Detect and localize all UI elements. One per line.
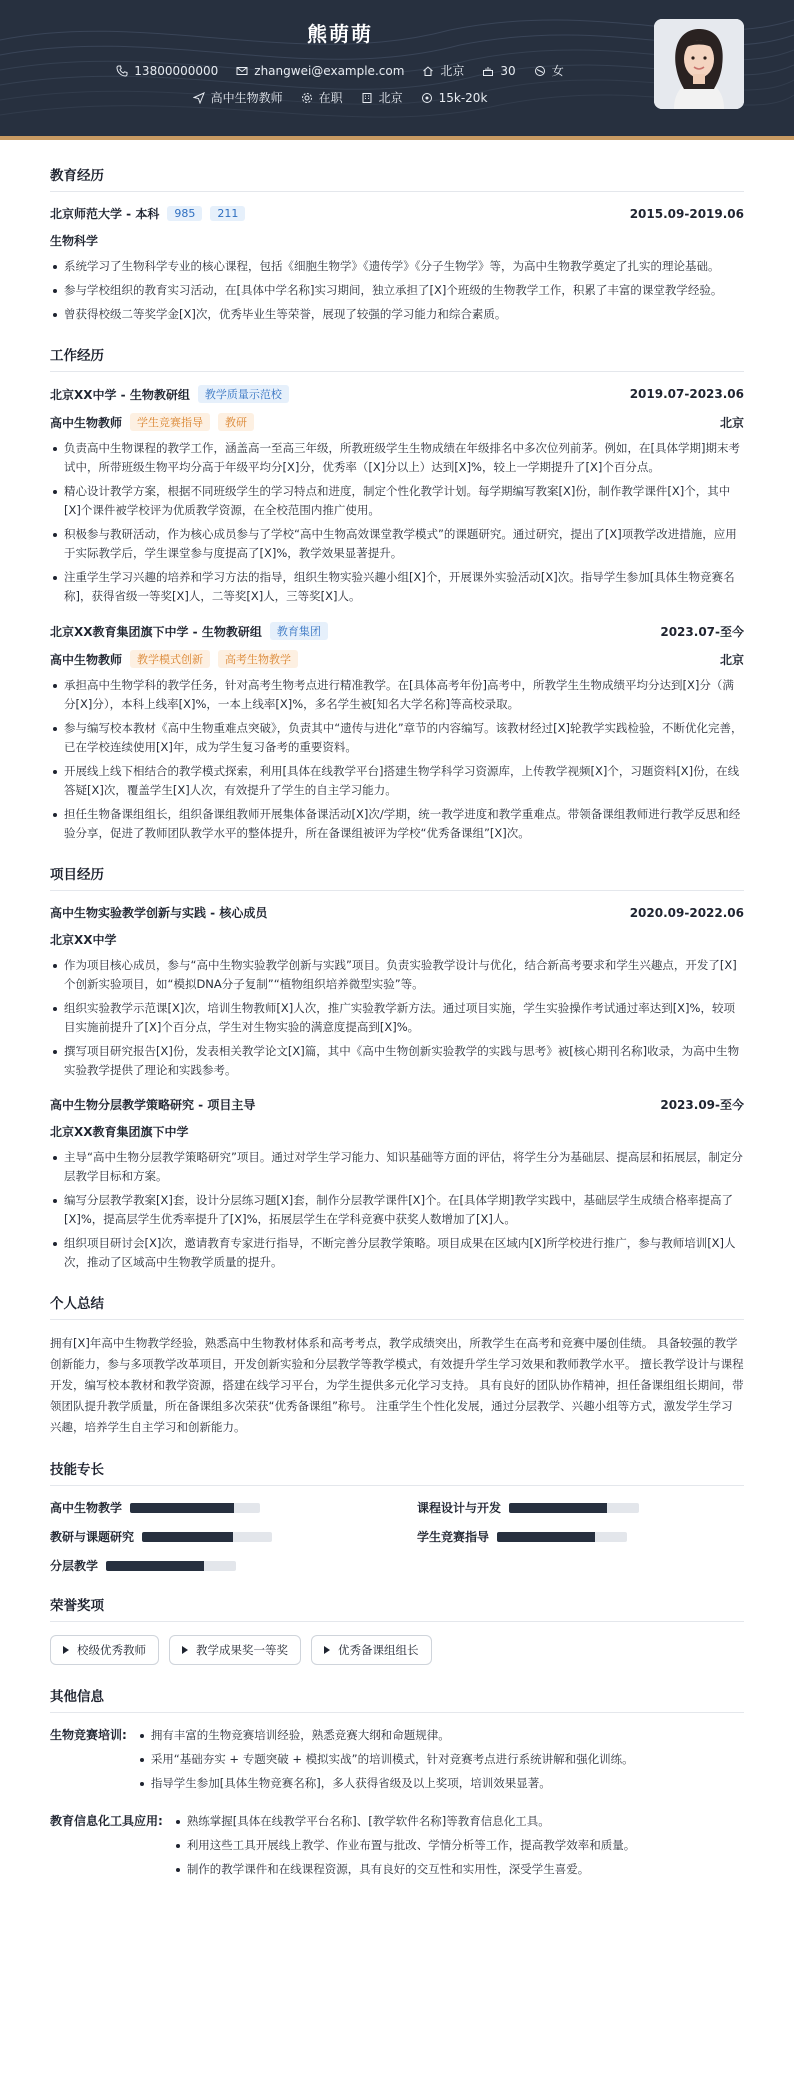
work-title: 工作经历 bbox=[50, 344, 744, 372]
school-tag: 985 bbox=[167, 206, 202, 221]
skill-name: 教研与课题研究 bbox=[50, 1530, 135, 1544]
project-date: 2023.09-至今 bbox=[660, 1098, 744, 1112]
skill-bar-fill bbox=[130, 1503, 234, 1513]
project-org-row bbox=[50, 1123, 744, 1140]
role-tag: 教研 bbox=[218, 413, 254, 431]
work-org: 北京XX教育集团旗下中学 - 生物教研组 bbox=[50, 624, 262, 639]
role-tag: 学生竞赛指导 bbox=[130, 413, 210, 431]
project-head bbox=[50, 904, 744, 921]
avatar-portrait bbox=[654, 19, 744, 109]
resume-content bbox=[0, 164, 794, 1884]
project-bullets bbox=[50, 1148, 744, 1272]
target-icon bbox=[421, 92, 433, 104]
role-tag: 高考生物教学 bbox=[218, 650, 298, 668]
phone-icon bbox=[116, 65, 128, 77]
education-bullets bbox=[50, 257, 744, 324]
skill-item bbox=[50, 1528, 377, 1545]
education-major-row bbox=[50, 232, 744, 249]
gender-text: 女 bbox=[551, 64, 564, 78]
skill-bar bbox=[509, 1503, 639, 1513]
work-role-row bbox=[50, 650, 744, 668]
list-item: 开展线上线下相结合的教学模式探索，利用[具体在线教学平台]搭建生物学科学习资源库，上传教学视频[X]个，习题资料[X]份，在线答疑[X]次，覆盖学生[X]人次，有效提升了学生的自主学习能力。 bbox=[50, 762, 744, 800]
email-item bbox=[236, 62, 404, 79]
work-location: 北京 bbox=[719, 415, 744, 430]
list-item: 曾获得校级二等奖学金[X]次，优秀毕业生等荣誉，展现了较强的学习能力和综合素质。 bbox=[50, 305, 744, 324]
job-text: 高中生物教师 bbox=[210, 91, 283, 105]
home-icon bbox=[422, 65, 434, 77]
skill-item bbox=[417, 1499, 744, 1516]
list-item: 指导学生参加[具体生物竞赛名称]，多人获得省级及以上奖项，培训效果显著。 bbox=[137, 1774, 744, 1793]
award-label: 教学成果奖一等奖 bbox=[196, 1643, 288, 1657]
work-role: 高中生物教师 bbox=[50, 652, 123, 667]
skill-bar bbox=[142, 1532, 272, 1542]
project-head bbox=[50, 1096, 744, 1113]
work-bullets bbox=[50, 439, 744, 606]
gear-icon bbox=[301, 92, 313, 104]
work-date: 2023.07-至今 bbox=[660, 624, 744, 639]
project-entry bbox=[50, 904, 744, 1080]
major-name: 生物科学 bbox=[50, 234, 99, 248]
school-name: 北京师范大学 - 本科 bbox=[50, 207, 160, 221]
skill-name: 分层教学 bbox=[50, 1559, 99, 1573]
awards-section bbox=[50, 1594, 744, 1665]
school-tag: 211 bbox=[210, 206, 245, 221]
list-item: 组织项目研讨会[X]次，邀请教育专家进行指导，不断完善分层教学策略。项目成果在区域内[X]所学校进行推广，参与教师培训[X]人次，推动了区域高中生物教学质量的提升。 bbox=[50, 1234, 744, 1272]
contact-row bbox=[0, 62, 680, 79]
play-icon bbox=[182, 1646, 188, 1654]
list-item: 担任生物备课组组长，组织备课组教师开展集体备课活动[X]次/学期，统一教学进度和教学重难点。带领备课组教师进行教学反思和经验分享，促进了教师团队教学水平的整体提升，所在备课组被评为学校“优秀备课组”[X]次。 bbox=[50, 805, 744, 843]
location-text: 北京 bbox=[440, 64, 465, 78]
list-item: 制作的教学课件和在线课程资源，具有良好的交互性和实用性，深受学生喜爱。 bbox=[173, 1860, 744, 1879]
list-item: 熟练掌握[具体在线教学平台名称]、[教学软件名称]等教育信息化工具。 bbox=[173, 1812, 744, 1831]
education-title: 教育经历 bbox=[50, 164, 744, 192]
salary-text: 15k-20k bbox=[438, 90, 488, 105]
other-label: 生物竞赛培训: bbox=[50, 1728, 127, 1742]
skills-title: 技能专长 bbox=[50, 1458, 744, 1486]
play-icon bbox=[324, 1646, 330, 1654]
award-badge bbox=[311, 1635, 432, 1665]
list-item: 编写分层教学教案[X]套，设计分层练习题[X]套，制作分层教学课件[X]个。在[具体学期]教学实践中，基础层学生成绩合格率提高了[X]%，提高层学生优秀率提升了[X]%，拓展层学生在学科竞赛中获奖人数增加了[X]人。 bbox=[50, 1191, 744, 1229]
list-item: 精心设计教学方案，根据不同班级学生的学习特点和进度，制定个性化教学计划。每学期编写教案[X]份，制作教学课件[X]个，其中[X]个课件被学校评为优质教学资源，在全校范围内推广使用。 bbox=[50, 482, 744, 520]
work-head bbox=[50, 622, 744, 640]
education-section bbox=[50, 164, 744, 324]
skill-bar bbox=[106, 1561, 236, 1571]
project-bullets bbox=[50, 956, 744, 1080]
project-org: 北京XX教育集团旗下中学 bbox=[50, 1125, 189, 1139]
skill-name: 学生竞赛指导 bbox=[417, 1530, 490, 1544]
work-head bbox=[50, 385, 744, 403]
gender-icon bbox=[534, 65, 546, 77]
list-item: 作为项目核心成员，参与“高中生物实验教学创新与实践”项目。负责实验教学设计与优化，结合新高考要求和学生兴趣点，开发了[X]个创新实验项目，如“模拟DNA分子复制”“植物组织培养微型实验”等。 bbox=[50, 956, 744, 994]
status-text: 在职 bbox=[318, 91, 343, 105]
skill-bar-fill bbox=[106, 1561, 204, 1571]
city-item bbox=[361, 89, 403, 106]
project-name: 高中生物实验教学创新与实践 - 核心成员 bbox=[50, 906, 268, 920]
mail-icon bbox=[236, 65, 248, 77]
project-org-row bbox=[50, 931, 744, 948]
education-date: 2015.09-2019.06 bbox=[629, 206, 744, 221]
cake-icon bbox=[482, 65, 494, 77]
other-section bbox=[50, 1685, 744, 1884]
age-item bbox=[482, 62, 515, 79]
other-group bbox=[50, 1812, 744, 1884]
skill-item bbox=[50, 1557, 377, 1574]
job-item bbox=[193, 89, 283, 106]
send-icon bbox=[193, 92, 205, 104]
other-bullets bbox=[137, 1726, 744, 1798]
project-entry bbox=[50, 1096, 744, 1272]
candidate-name: 熊萌萌 bbox=[307, 22, 373, 46]
award-label: 校级优秀教师 bbox=[77, 1643, 146, 1657]
city-text: 北京 bbox=[378, 91, 403, 105]
education-head bbox=[50, 205, 744, 222]
phone-text: 13800000000 bbox=[134, 63, 219, 78]
work-org-tag: 教学质量示范校 bbox=[198, 385, 289, 403]
list-item: 采用“基础夯实 + 专题突破 + 模拟实战”的培训模式，针对竞赛考点进行系统讲解和强化训练。 bbox=[137, 1750, 744, 1769]
role-tag: 教学模式创新 bbox=[130, 650, 210, 668]
list-item: 负责高中生物课程的教学工作，涵盖高一至高三年级，所教班级学生生物成绩在年级排名中多次位列前茅。例如，在[具体学期]期末考试中，所带班级生物平均分高于年级平均分[X]分，优秀率（[X]分以上）达到[X]%，较上一学期提升了[X]个百分点。 bbox=[50, 439, 744, 477]
salary-item bbox=[421, 89, 488, 106]
phone-item bbox=[116, 62, 218, 79]
skill-bar bbox=[497, 1532, 627, 1542]
list-item: 组织实验教学示范课[X]次，培训生物教师[X]人次，推广实验教学新方法。通过项目实施，学生实验操作考试通过率达到[X]%，较项目实施前提升了[X]个百分点，学生对生物实验的满意度提高到[X]%。 bbox=[50, 999, 744, 1037]
list-item: 参与学校组织的教育实习活动，在[具体中学名称]实习期间，独立承担了[X]个班级的生物教学工作，积累了丰富的课堂教学经验。 bbox=[50, 281, 744, 300]
age-text: 30 bbox=[500, 63, 516, 78]
location-item bbox=[422, 62, 464, 79]
list-item: 注重学生学习兴趣的培养和学习方法的指导，组织生物实验兴趣小组[X]个，开展课外实验活动[X]次。指导学生参加[具体生物竞赛名称]，获得省级一等奖[X]人，二等奖[X]人，三等奖[X]人。 bbox=[50, 568, 744, 606]
list-item: 主导“高中生物分层教学策略研究”项目。通过对学生学习能力、知识基础等方面的评估，将学生分为基础层、提高层和拓展层，制定分层教学目标和方案。 bbox=[50, 1148, 744, 1186]
summary-title: 个人总结 bbox=[50, 1292, 744, 1320]
work-date: 2019.07-2023.06 bbox=[629, 387, 744, 401]
work-entry bbox=[50, 622, 744, 843]
work-location: 北京 bbox=[719, 652, 744, 667]
skills-grid bbox=[50, 1499, 744, 1574]
work-org: 北京XX中学 - 生物教研组 bbox=[50, 387, 190, 402]
work-org-tag: 教育集团 bbox=[270, 622, 328, 640]
project-org: 北京XX中学 bbox=[50, 933, 117, 947]
other-bullets bbox=[173, 1812, 744, 1884]
award-label: 优秀备课组组长 bbox=[338, 1643, 419, 1657]
skills-section bbox=[50, 1458, 744, 1574]
work-entry bbox=[50, 385, 744, 606]
gender-item bbox=[534, 62, 564, 79]
work-role: 高中生物教师 bbox=[50, 415, 123, 430]
email-text: zhangwei@example.com bbox=[254, 63, 405, 78]
project-name: 高中生物分层教学策略研究 - 项目主导 bbox=[50, 1098, 256, 1112]
skill-bar-fill bbox=[509, 1503, 607, 1513]
skill-bar-fill bbox=[142, 1532, 233, 1542]
skill-name: 课程设计与开发 bbox=[417, 1501, 502, 1515]
other-group bbox=[50, 1726, 744, 1798]
skill-bar bbox=[130, 1503, 260, 1513]
avatar bbox=[654, 19, 744, 109]
education-entry bbox=[50, 205, 744, 324]
summary-text: 拥有[X]年高中生物教学经验，熟悉高中生物教材体系和高考考点，教学成绩突出，所教学生在高考和竞赛中屡创佳绩。 具备较强的教学创新能力，参与多项教学改革项目，开发创新实验和分层教学等教学模式，有效提升学生学习效果和教师教学水平。 擅长教学设计与课程开发，编写校本教材和教学资源，搭建在线学习平台，为学生提供多元化学习支持。 具有良好的团队协作精神，担任备课组组长期间，带领团队提升教学质量，所在备课组多次荣获“优秀备课组”称号。 注重学生个性化发展，通过分层教学、兴趣小组等方式，激发学生学习兴趣，培养学生自主学习和创新能力。 bbox=[50, 1336, 744, 1434]
list-item: 拥有丰富的生物竞赛培训经验，熟悉竞赛大纲和命题规律。 bbox=[137, 1726, 744, 1745]
resume-header bbox=[0, 0, 794, 140]
projects-section bbox=[50, 863, 744, 1272]
job-row bbox=[0, 89, 680, 106]
projects-title: 项目经历 bbox=[50, 863, 744, 891]
status-item bbox=[301, 89, 343, 106]
summary-section bbox=[50, 1292, 744, 1438]
skill-item bbox=[50, 1499, 377, 1516]
list-item: 系统学习了生物科学专业的核心课程，包括《细胞生物学》《遗传学》《分子生物学》等，为高中生物教学奠定了扎实的理论基础。 bbox=[50, 257, 744, 276]
list-item: 利用这些工具开展线上教学、作业布置与批改、学情分析等工作，提高教学效率和质量。 bbox=[173, 1836, 744, 1855]
award-badge bbox=[50, 1635, 159, 1665]
awards-title: 荣誉奖项 bbox=[50, 1594, 744, 1622]
header-accent-bar bbox=[0, 136, 794, 140]
skill-item bbox=[417, 1528, 744, 1545]
list-item: 参与编写校本教材《高中生物重难点突破》，负责其中“遗传与进化”章节的内容编写。该教材经过[X]轮教学实践检验，不断优化完善，已在学校连续使用[X]年，成为学生复习备考的重要资料。 bbox=[50, 719, 744, 757]
skill-bar-fill bbox=[497, 1532, 595, 1542]
work-section bbox=[50, 344, 744, 843]
list-item: 积极参与教研活动，作为核心成员参与了学校“高中生物高效课堂教学模式”的课题研究。通过研究，提出了[X]项教学改进措施，应用于实际教学后，学生课堂参与度提高了[X]%，教学效果显著提升。 bbox=[50, 525, 744, 563]
list-item: 承担高中生物学科的教学任务，针对高考生物考点进行精准教学。在[具体高考年份]高考中，所教学生生物成绩平均分达到[X]分（满分[X]分），本科上线率[X]%，一本上线率[X]%，多名学生被[知名大学名称]等高校录取。 bbox=[50, 676, 744, 714]
project-date: 2020.09-2022.06 bbox=[629, 905, 744, 920]
skill-name: 高中生物教学 bbox=[50, 1501, 123, 1515]
work-role-row bbox=[50, 413, 744, 431]
award-badge bbox=[169, 1635, 301, 1665]
work-bullets bbox=[50, 676, 744, 843]
play-icon bbox=[63, 1646, 69, 1654]
list-item: 撰写项目研究报告[X]份，发表相关教学论文[X]篇，其中《高中生物创新实验教学的实践与思考》被[核心期刊名称]收录，为高中生物实验教学提供了理论和实践参考。 bbox=[50, 1042, 744, 1080]
other-label: 教育信息化工具应用: bbox=[50, 1814, 163, 1828]
building-icon bbox=[361, 92, 373, 104]
other-title: 其他信息 bbox=[50, 1685, 744, 1713]
awards-list bbox=[50, 1635, 744, 1665]
